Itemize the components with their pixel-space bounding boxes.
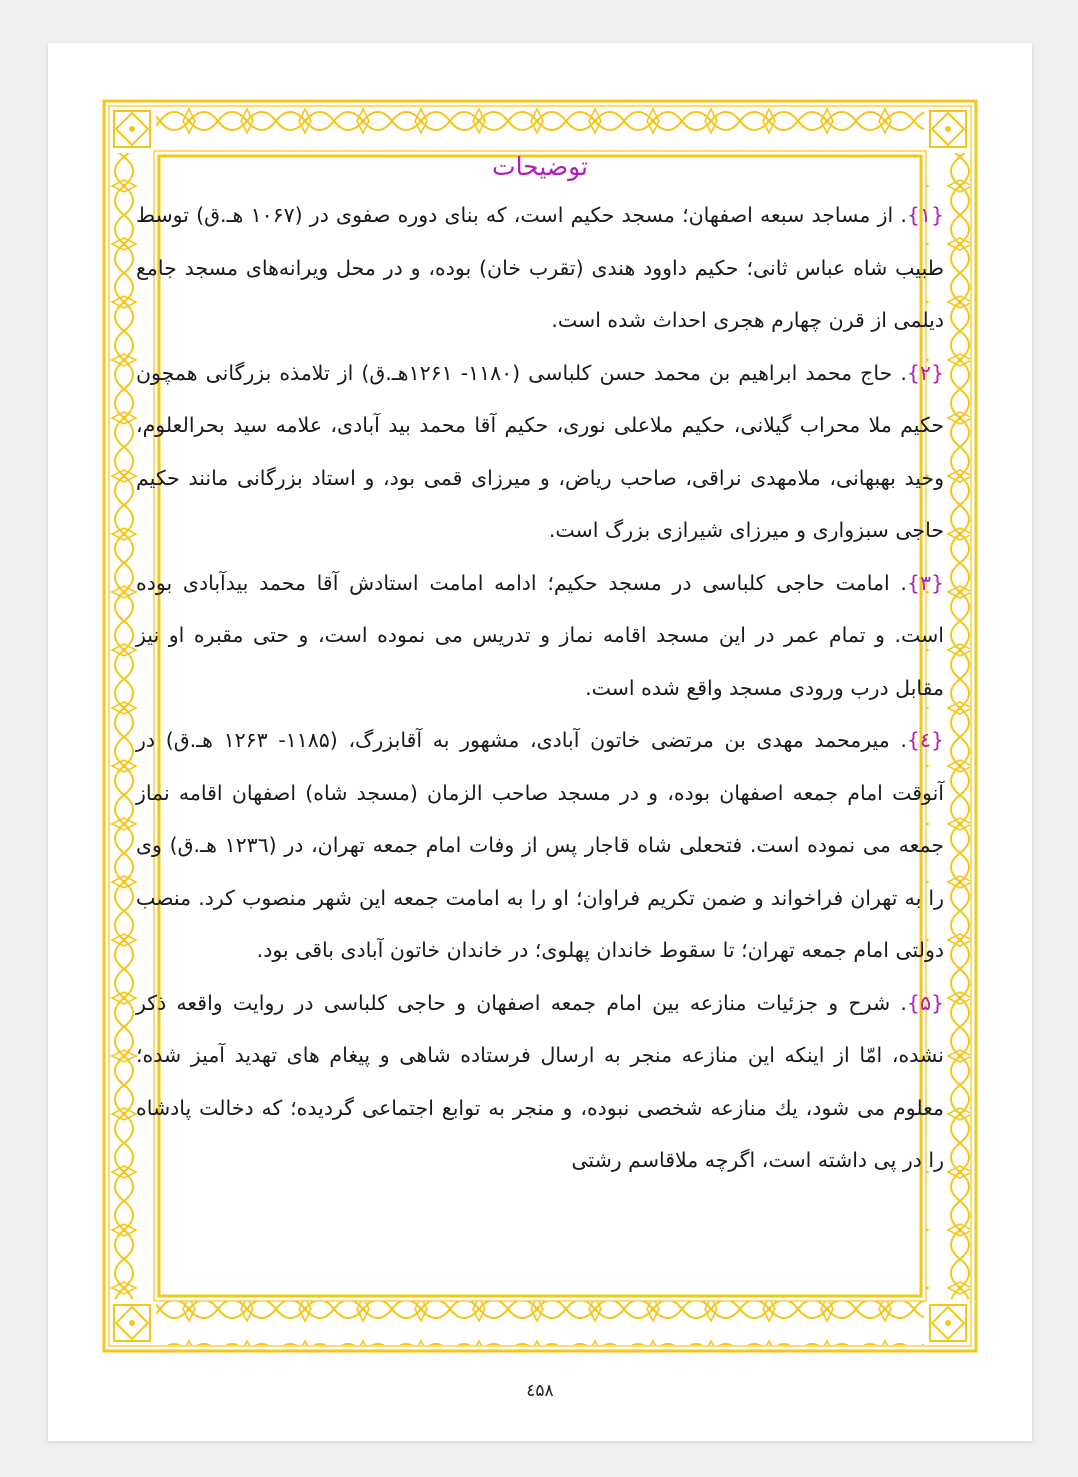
- note-1-text: . از مساجد سبعه اصفهان؛ مسجد حکیم است، که بنای دوره صفوی در (۱۰۶۷ هـ.ق) توسط طبیب شاه عباس ثانی؛ حکیم داوود هندی (تقرب خان) بوده، و در محل ویرانه‌های مسجد جامع دیلمی از قرن چهارم هجری احداث شده است.: [136, 203, 944, 332]
- note-5-ref[interactable]: {۵}: [906, 990, 944, 1015]
- note-2: [136, 347, 944, 557]
- notes-content: [136, 147, 944, 1341]
- note-2-ref[interactable]: {۲}: [906, 360, 944, 385]
- note-4-text: . میرمحمد مهدی بن مرتضی خاتون آبادی، مشهور به آقابزرگ، (۱۱۸۵- ۱۲۶۳ هـ.ق) در آنوقت امام جمعه اصفهان بوده، و در مسجد صاحب الزمان (مسجد شاه) اصفهان اقامه نماز جمعه می نموده است. فتحعلی شاه قاجار پس از وفات امام جمعه تهران، در (۱۲۳٦ هـ.ق) وی را به تهران فراخواند و ضمن تکریم فراوان؛ او را به امامت جمعه این شهر منصوب کرد. منصب دولتی امام جمعه تهران؛ تا سقوط خاندان پهلوی؛ در خاندان خاتون آبادی باقی بود.: [136, 728, 944, 962]
- document-page: [48, 43, 1032, 1441]
- note-5-text: . شرح و جزئیات منازعه بین امام جمعه اصفهان و حاجی کلباسی در روایت واقعه ذکر نشده، امّا از اینکه این منازعه منجر به ارسال فرستاده شاهی و پیغام های تهدید آمیز شده؛ معلوم می شود، یك منازعه شخصی نبوده، و منجر به توابع اجتماعی گردیده؛ که دخالت پادشاه را در پی داشته است، اگرچه ملاقاسم رشتی: [136, 990, 944, 1172]
- note-4: [136, 714, 944, 977]
- page-title: توضیحات: [492, 152, 588, 181]
- note-3-text: . امامت حاجی کلباسی در مسجد حکیم؛ ادامه امامت استادش آقا محمد بیدآبادی بوده است. و تمام عمر در این مسجد اقامه نماز و تدریس می نموده است، و حتی مقبره او نیز مقابل درب ورودی مسجد واقع شده است.: [136, 570, 944, 700]
- note-3-ref[interactable]: {۳}: [906, 570, 944, 595]
- note-1: [136, 189, 944, 347]
- note-5: [136, 977, 944, 1187]
- note-3: [136, 557, 944, 715]
- page-number: ٤۵۸: [526, 1381, 554, 1401]
- note-2-text: . حاج محمد ابراهیم بن محمد حسن کلباسی (۱۱۸۰- ۱۲۶۱هـ.ق) از تلامذه بزرگانی همچون حکیم ملا محراب گیلانی، حکیم ملاعلی نوری، حکیم آقا محمد بید آبادی، علامه سید بحرالعلوم، وحید بهبهانی، ملامهدی نراقی، صاحب ریاض، و میرزای قمی بود، و استاد بزرگانی مانند حکیم حاجی سبزواری و میرزای شیرازی بزرگ است.: [136, 360, 944, 542]
- note-4-ref[interactable]: {٤}: [906, 728, 945, 752]
- note-1-ref[interactable]: {۱}: [906, 203, 945, 227]
